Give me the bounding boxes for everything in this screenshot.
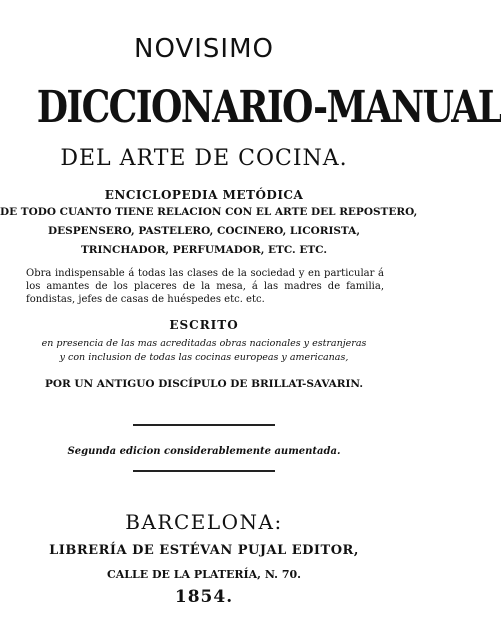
title-line-1: NOVISIMO bbox=[134, 34, 274, 64]
escrito-heading: ESCRITO bbox=[169, 318, 239, 332]
encyclopedia-heading: ENCICLOPEDIA METÓDICA bbox=[104, 188, 304, 202]
publisher: LIBRERÍA DE ESTÉVAN PUJAL EDITOR, bbox=[49, 543, 359, 558]
address: CALLE DE LA PLATERÍA, N. 70. bbox=[107, 568, 301, 581]
divider-bottom bbox=[133, 470, 275, 472]
description-line-3: TRINCHADOR, PERFUMADOR, ETC. ETC. bbox=[80, 244, 327, 256]
main-title: DICCIONARIO-MANUAL bbox=[36, 82, 501, 133]
description-line-2: DESPENSERO, PASTELERO, COCINERO, LICORISTA, bbox=[48, 225, 360, 237]
sources-line-1: en presencia de las mas acreditadas obras nacionales y estranjeras bbox=[41, 338, 367, 349]
edition-note: Segunda edicion considerablemente aumentada. bbox=[67, 446, 341, 457]
subtitle: DEL ARTE DE COCINA. bbox=[60, 146, 348, 171]
year: 1854. bbox=[174, 587, 234, 607]
sources-line-2: y con inclusion de todas las cocinas europeas y americanas, bbox=[59, 352, 349, 363]
description-line-1: DE TODO CUANTO TIENE RELACION CON EL ARTE DEL REPOSTERO, bbox=[0, 206, 418, 218]
author-line: POR UN ANTIGUO DISCÍPULO DE BRILLAT-SAVARIN. bbox=[44, 378, 364, 390]
audience-paragraph: Obra indispensable á todas las clases de la sociedad y en particular á los amantes de los placeres de la mesa, á las madres de familia, fondistas, jefes de casas de huéspedes etc. etc. bbox=[26, 268, 384, 305]
city: BARCELONA: bbox=[125, 510, 283, 534]
divider-top bbox=[133, 424, 275, 426]
